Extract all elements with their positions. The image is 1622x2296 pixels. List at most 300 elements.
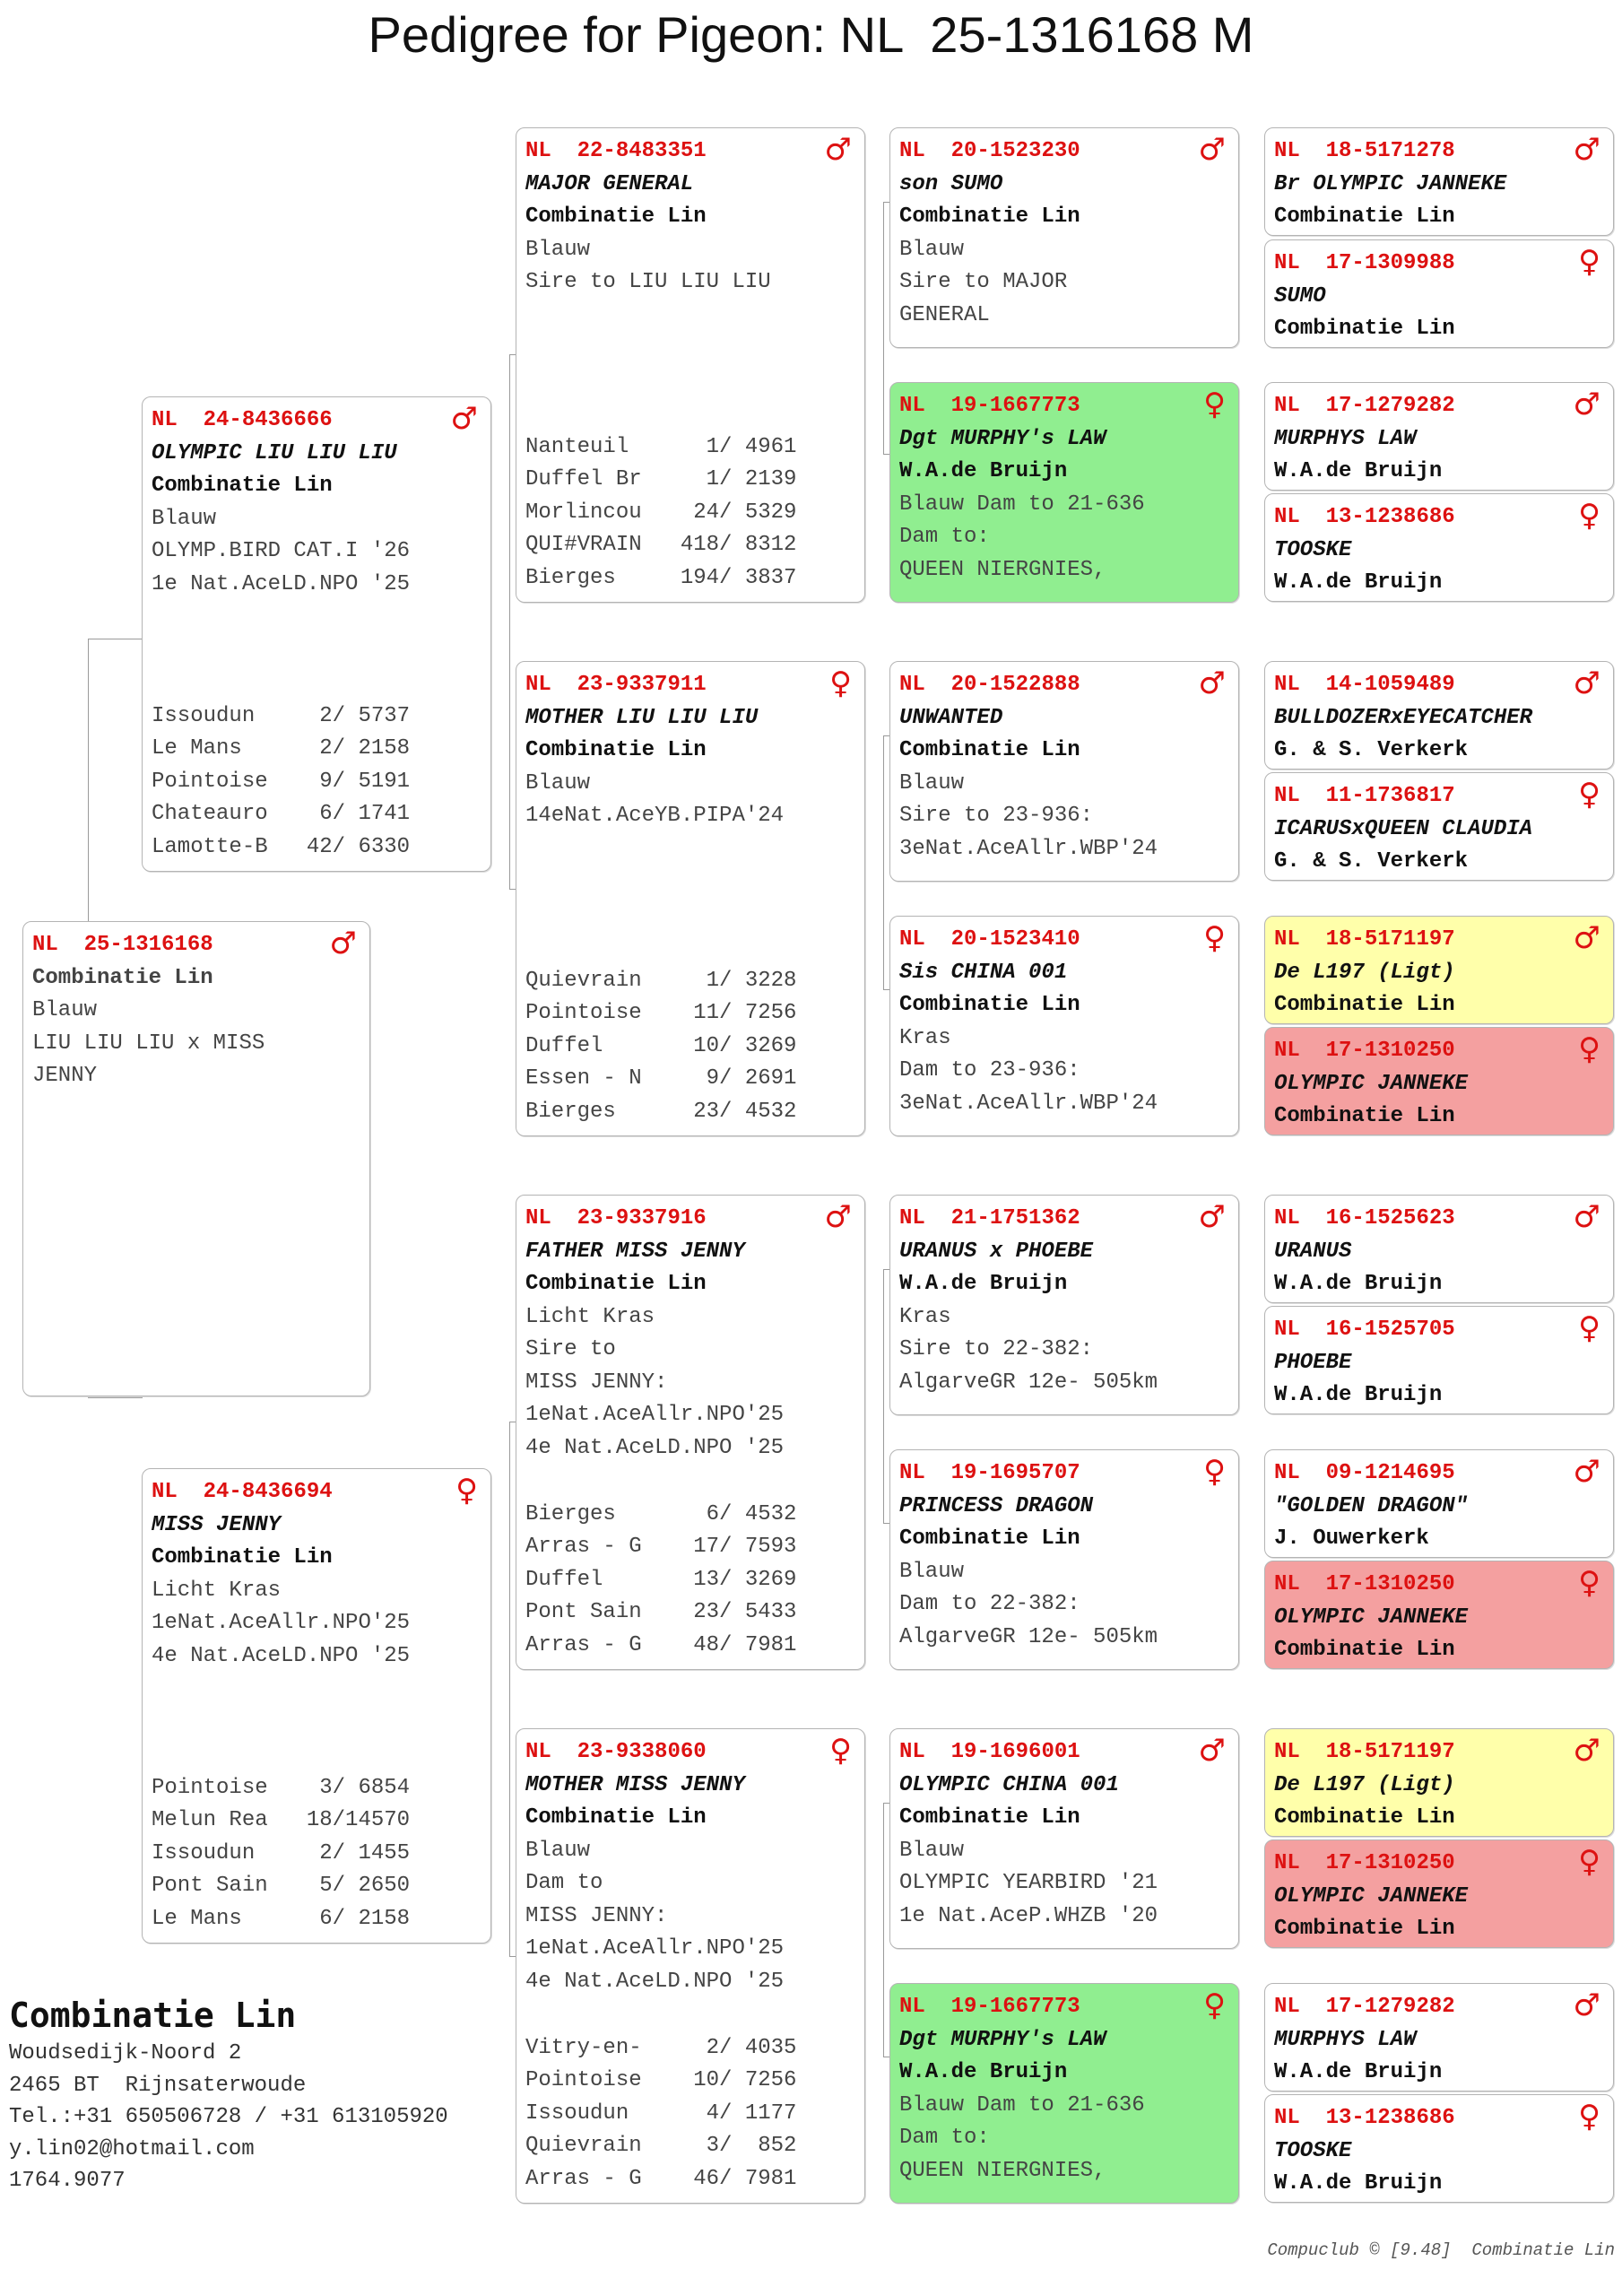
race-result: Lamotte-B 42/ 6330 <box>152 834 411 859</box>
pigeon-card-dsd <box>889 1449 1239 1670</box>
pigeon-name: TOOSKE <box>1274 537 1352 562</box>
breeder-address: Woudsedijk-Noord 2 <box>9 2041 242 2066</box>
pigeon-name: De L197 (Ligt) <box>1274 960 1455 985</box>
race-result: Duffel Br 1/ 2139 <box>525 467 797 491</box>
country-code: NL <box>1274 1995 1300 2019</box>
pigeon-name: PHOEBE <box>1274 1350 1352 1375</box>
pigeon-card-g9 <box>1264 1195 1614 1303</box>
pigeon-info-line: AlgarveGR 12e- 505km <box>899 1624 1158 1649</box>
male-symbol-icon: ♂ <box>1198 665 1226 701</box>
country-code: NL <box>1274 1318 1300 1342</box>
pigeon-name: OLYMPIC LIU LIU LIU <box>152 440 397 465</box>
pigeon-info-line: 4e Nat.AceLD.NPO '25 <box>525 1435 785 1460</box>
pigeon-owner: Combinatie Lin <box>1274 317 1455 341</box>
pigeon-owner: Combinatie Lin <box>525 1272 707 1296</box>
race-result: Pointoise 3/ 6854 <box>152 1775 411 1800</box>
pigeon-owner: Combinatie Lin <box>1274 993 1455 1017</box>
pigeon-name: De L197 (Ligt) <box>1274 1772 1455 1797</box>
female-symbol-icon: ♀ <box>455 1473 478 1509</box>
pigeon-name: OLYMPIC JANNEKE <box>1274 1605 1469 1630</box>
country-code: NL <box>1274 1851 1300 1875</box>
pigeon-head <box>1274 1733 1604 1770</box>
female-symbol-icon: ♀ <box>1578 2099 1600 2135</box>
pigeon-owner: Combinatie Lin <box>1274 1917 1455 1941</box>
breeder-postcode: 2465 BT Rijnsaterwoude <box>9 2073 307 2098</box>
pigeon-name: SUMO <box>1274 283 1326 309</box>
ring-number: 19-1667773 <box>950 1995 1080 2019</box>
pigeon-owner: Combinatie Lin <box>899 204 1080 229</box>
female-symbol-icon: ♀ <box>1578 1565 1600 1601</box>
race-result: Nanteuil 1/ 4961 <box>525 434 797 459</box>
pigeon-card-g7 <box>1264 916 1614 1024</box>
pigeon-info-line: Kras <box>899 1025 951 1050</box>
country-code: NL <box>899 1206 925 1231</box>
pigeon-name: OLYMPIC JANNEKE <box>1274 1071 1469 1096</box>
male-symbol-icon: ♂ <box>1573 387 1600 422</box>
pigeon-info-line: Licht Kras <box>152 1578 282 1603</box>
pigeon-head <box>899 665 1229 702</box>
race-results <box>525 431 796 596</box>
race-result: Chateauro 6/ 1741 <box>152 802 411 826</box>
pigeon-card-ss <box>516 127 865 603</box>
pigeon-owner: Combinatie Lin <box>1274 204 1455 229</box>
male-symbol-icon: ♂ <box>1198 1199 1226 1235</box>
female-symbol-icon: ♀ <box>1578 777 1600 813</box>
ring-number: 13-1238686 <box>1325 2106 1455 2130</box>
pigeon-owner: Combinatie Lin <box>525 1805 707 1830</box>
pigeon-owner: Combinatie Lin <box>525 204 707 229</box>
pigeon-head <box>525 132 855 169</box>
pigeon-card-g14 <box>1264 1839 1614 1948</box>
pigeon-info-line: Sire to <box>525 1337 616 1361</box>
pigeon-info-line: JENNY <box>32 1064 98 1088</box>
country-code: NL <box>32 933 58 957</box>
ring-number: 20-1523230 <box>950 139 1080 163</box>
pigeon-head <box>152 401 481 438</box>
race-result: Bierges 6/ 4532 <box>525 1501 797 1526</box>
country-code: NL <box>1274 505 1300 529</box>
pigeon-owner: Combinatie Lin <box>1274 1638 1455 1662</box>
pigeon-head <box>1274 387 1604 423</box>
pigeon-info-line: QUEEN NIERGNIES, <box>899 2158 1106 2183</box>
pigeon-owner: Combinatie Lin <box>899 738 1080 762</box>
pigeon-owner: Combinatie Lin <box>1274 1104 1455 1128</box>
country-code: NL <box>1274 1039 1300 1063</box>
pigeon-head <box>1274 498 1604 535</box>
pigeon-name: MOTHER LIU LIU LIU <box>525 705 759 730</box>
pigeon-info-line: Blauw <box>525 770 591 796</box>
country-code: NL <box>899 1740 925 1764</box>
pigeon-owner: Combinatie Lin <box>152 1545 333 1570</box>
pigeon-card-sss <box>889 127 1239 348</box>
pigeon-info-line: 1e Nat.AceP.WHZB '20 <box>899 1903 1158 1928</box>
male-symbol-icon: ♂ <box>1573 665 1600 701</box>
pigeon-name: MURPHYS LAW <box>1274 426 1417 451</box>
male-symbol-icon: ♂ <box>1198 132 1226 168</box>
breeder-email: y.lin02@hotmail.com <box>9 2136 255 2161</box>
pigeon-info-line: LIU LIU LIU x MISS <box>32 1031 265 1056</box>
pigeon-owner: W.A.de Bruijn <box>1274 570 1443 595</box>
pigeon-card-g10 <box>1264 1306 1614 1414</box>
pigeon-owner: J. Ouwerkerk <box>1274 1526 1429 1551</box>
pigeon-name: UNWANTED <box>899 705 1003 730</box>
male-symbol-icon: ♂ <box>329 926 357 961</box>
page-title: Pedigree for Pigeon: NL 25-1316168 M <box>368 6 1254 63</box>
race-result: Pointoise 10/ 7256 <box>525 2068 797 2092</box>
ring-number: 17-1310250 <box>1325 1039 1455 1063</box>
pigeon-info-line: 3eNat.AceAllr.WBP'24 <box>899 1091 1158 1116</box>
country-code: NL <box>1274 673 1300 697</box>
ring-number: 20-1522888 <box>950 673 1080 697</box>
pigeon-info-line: 3eNat.AceAllr.WBP'24 <box>899 836 1158 861</box>
ring-number: 17-1310250 <box>1325 1851 1455 1875</box>
pigeon-name: URANUS <box>1274 1239 1352 1264</box>
pigeon-info-line: Blauw Dam to 21-636 <box>899 2092 1145 2118</box>
pigeon-info-line: Dam to 22-382: <box>899 1592 1080 1616</box>
pigeon-owner: W.A.de Bruijn <box>1274 2060 1443 2084</box>
country-code: NL <box>1274 1740 1300 1764</box>
pigeon-info-line: 4e Nat.AceLD.NPO '25 <box>525 1969 785 1994</box>
country-code: NL <box>899 1995 925 2019</box>
female-symbol-icon: ♀ <box>1578 244 1600 280</box>
pigeon-info-line: Combinatie Lin <box>32 965 213 990</box>
pigeon-info-line: 4e Nat.AceLD.NPO '25 <box>152 1643 411 1668</box>
pigeon-info-line: 1eNat.AceAllr.NPO'25 <box>525 1403 785 1427</box>
male-symbol-icon: ♂ <box>1573 132 1600 168</box>
pigeon-head <box>899 132 1229 169</box>
male-symbol-icon: ♂ <box>824 132 852 168</box>
pigeon-info-line: Dam to <box>525 1871 603 1895</box>
pigeon-head <box>899 1733 1229 1770</box>
country-code: NL <box>899 927 925 952</box>
pigeon-head <box>1274 1310 1604 1347</box>
female-symbol-icon: ♀ <box>1203 1987 1226 2023</box>
ring-number: 19-1667773 <box>950 394 1080 418</box>
pigeon-name: son SUMO <box>899 171 1003 196</box>
country-code: NL <box>899 1461 925 1485</box>
pigeon-name: Dgt MURPHY's LAW <box>899 2027 1106 2052</box>
pigeon-owner: Combinatie Lin <box>899 1805 1080 1830</box>
pigeon-card-sire <box>142 396 491 872</box>
pigeon-info-line: Kras <box>899 1304 951 1329</box>
race-result: Pointoise 11/ 7256 <box>525 1001 797 1025</box>
race-results <box>525 965 796 1129</box>
ring-number: 23-9337911 <box>577 673 707 697</box>
pigeon-info-line: MISS JENNY: <box>525 1903 668 1928</box>
race-result: Vitry-en- 2/ 4035 <box>525 2035 797 2060</box>
pigeon-name: Dgt MURPHY's LAW <box>899 426 1106 451</box>
race-result: Duffel 10/ 3269 <box>525 1033 797 1058</box>
country-code: NL <box>1274 927 1300 952</box>
ring-number: 18-5171197 <box>1325 927 1455 952</box>
pigeon-card-ssd <box>889 382 1239 603</box>
ring-number: 16-1525705 <box>1325 1318 1455 1342</box>
race-result: Pont Sain 23/ 5433 <box>525 1600 797 1624</box>
pigeon-owner: G. & S. Verkerk <box>1274 849 1469 874</box>
female-symbol-icon: ♀ <box>829 665 852 701</box>
pigeon-card-g15 <box>1264 1983 1614 2092</box>
country-code: NL <box>152 408 178 432</box>
pigeon-card-sd <box>516 661 865 1136</box>
pigeon-info-line: 14eNat.AceYB.PIPA'24 <box>525 804 785 828</box>
country-code: NL <box>1274 139 1300 163</box>
country-code: NL <box>525 673 551 697</box>
race-result: Arras - G 46/ 7981 <box>525 2166 797 2191</box>
ring-number: 17-1279282 <box>1325 394 1455 418</box>
ring-number: 19-1695707 <box>950 1461 1080 1485</box>
race-result: QUI#VRAIN 418/ 8312 <box>525 533 797 557</box>
ring-number: 21-1751362 <box>950 1206 1080 1231</box>
pigeon-name: BULLDOZERxEYECATCHER <box>1274 705 1533 730</box>
country-code: NL <box>1274 1206 1300 1231</box>
country-code: NL <box>899 394 925 418</box>
breeder-info <box>9 1993 448 2197</box>
country-code: NL <box>1274 251 1300 275</box>
pigeon-head <box>525 1199 855 1236</box>
pigeon-info-line: Blauw <box>525 237 591 262</box>
pigeon-head <box>1274 1199 1604 1236</box>
ring-number: 23-9337916 <box>577 1206 707 1231</box>
pigeon-info-line: Dam to: <box>899 2126 990 2150</box>
pigeon-card-sds <box>889 661 1239 882</box>
pigeon-info-line: Sire to LIU LIU LIU <box>525 270 771 294</box>
ring-number: 19-1696001 <box>950 1740 1080 1764</box>
ring-number: 24-8436666 <box>203 408 333 432</box>
pigeon-owner: W.A.de Bruijn <box>1274 1383 1443 1407</box>
pigeon-head <box>1274 920 1604 957</box>
pigeon-info-line: Blauw <box>152 506 217 531</box>
pigeon-owner: W.A.de Bruijn <box>899 459 1068 483</box>
pigeon-head <box>32 926 360 962</box>
race-result: Arras - G 17/ 7593 <box>525 1535 797 1559</box>
race-result: Issoudun 2/ 1455 <box>152 1840 411 1866</box>
pigeon-head <box>525 1733 855 1770</box>
race-result: Bierges 23/ 4532 <box>525 1099 797 1124</box>
female-symbol-icon: ♀ <box>1578 1844 1600 1880</box>
pigeon-head <box>899 920 1229 957</box>
pigeon-owner: W.A.de Bruijn <box>1274 2171 1443 2196</box>
pigeon-name: OLYMPIC JANNEKE <box>1274 1883 1469 1909</box>
pigeon-card-ddd <box>889 1983 1239 2204</box>
country-code: NL <box>1274 784 1300 808</box>
ring-number: 22-8483351 <box>577 139 707 163</box>
pigeon-owner: Combinatie Lin <box>1274 1805 1455 1830</box>
pigeon-info-line: 1e Nat.AceLD.NPO '25 <box>152 571 411 596</box>
country-code: NL <box>525 139 551 163</box>
race-result: Le Mans 6/ 2158 <box>152 1906 411 1931</box>
pigeon-head <box>525 665 855 702</box>
pigeon-head <box>1274 777 1604 813</box>
male-symbol-icon: ♂ <box>1573 1454 1600 1490</box>
male-symbol-icon: ♂ <box>1573 1199 1600 1235</box>
pigeon-info-line: 1eNat.AceAllr.NPO'25 <box>152 1611 411 1635</box>
breeder-phone: Tel.:+31 650506728 / +31 613105920 <box>9 2105 448 2129</box>
pigeon-info-line: OLYMP.BIRD CAT.I '26 <box>152 539 411 563</box>
pigeon-name: MOTHER MISS JENNY <box>525 1772 745 1797</box>
pigeon-card-dd <box>516 1728 865 2204</box>
pigeon-info-line: Sire to MAJOR <box>899 270 1068 294</box>
pigeon-name: Sis CHINA 001 <box>899 960 1068 985</box>
female-symbol-icon: ♀ <box>1203 920 1226 956</box>
pigeon-card-g2 <box>1264 239 1614 348</box>
pigeon-info-line: OLYMPIC YEARBIRD '21 <box>899 1871 1158 1895</box>
pigeon-info-line: Blauw <box>32 998 98 1022</box>
race-result: Duffel 13/ 3269 <box>525 1567 797 1592</box>
pigeon-head <box>1274 665 1604 702</box>
ring-number: 24-8436694 <box>203 1480 333 1504</box>
female-symbol-icon: ♀ <box>829 1733 852 1769</box>
male-symbol-icon: ♂ <box>1573 1987 1600 2023</box>
pigeon-name: TOOSKE <box>1274 2138 1352 2163</box>
pigeon-head <box>899 1987 1229 2024</box>
pigeon-owner: Combinatie Lin <box>152 474 333 498</box>
pigeon-name: MISS JENNY <box>152 1512 282 1537</box>
pigeon-name: "GOLDEN DRAGON" <box>1274 1493 1469 1518</box>
pigeon-head <box>1274 1031 1604 1068</box>
pigeon-head <box>1274 244 1604 281</box>
male-symbol-icon: ♂ <box>824 1199 852 1235</box>
pigeon-info-line: Dam to 23-936: <box>899 1058 1080 1083</box>
pigeon-card-g16 <box>1264 2094 1614 2203</box>
race-result: Pointoise 9/ 5191 <box>152 769 411 794</box>
country-code: NL <box>1274 1572 1300 1596</box>
race-results <box>525 2032 796 2196</box>
race-result: Quievrain 1/ 3228 <box>525 968 797 993</box>
pigeon-head <box>899 1199 1229 1236</box>
country-code: NL <box>899 139 925 163</box>
pigeon-name: MURPHYS LAW <box>1274 2027 1417 2052</box>
breeder-number: 1764.9077 <box>9 2169 126 2193</box>
pigeon-owner: Combinatie Lin <box>525 738 707 762</box>
pigeon-info-line: Blauw <box>899 1838 965 1863</box>
pigeon-card-g8 <box>1264 1027 1614 1135</box>
pigeon-name: URANUS x PHOEBE <box>899 1239 1094 1264</box>
country-code: NL <box>899 673 925 697</box>
pigeon-info-line: Sire to 22-382: <box>899 1337 1094 1361</box>
pigeon-head <box>1274 2099 1604 2135</box>
pigeon-card-g6 <box>1264 772 1614 881</box>
ring-number: 11-1736817 <box>1325 784 1455 808</box>
pigeon-owner: W.A.de Bruijn <box>899 1272 1068 1296</box>
female-symbol-icon: ♀ <box>1578 1031 1600 1067</box>
race-result: Quievrain 3/ 852 <box>525 2134 797 2158</box>
race-result: Essen - N 9/ 2691 <box>525 1066 797 1091</box>
country-code: NL <box>1274 2106 1300 2130</box>
pigeon-card-g1 <box>1264 127 1614 236</box>
copyright: Compuclub © [9.48] Combinatie Lin <box>1267 2240 1615 2260</box>
race-result: Issoudun 2/ 5737 <box>152 703 411 728</box>
pigeon-head <box>152 1473 481 1509</box>
ring-number: 25-1316168 <box>83 933 213 957</box>
pigeon-info-line: Sire to 23-936: <box>899 804 1094 828</box>
race-results <box>152 1772 410 1936</box>
breeder-name: Combinatie Lin <box>9 1996 297 2035</box>
pigeon-owner: Combinatie Lin <box>899 1526 1080 1551</box>
pigeon-info-line: 1eNat.AceAllr.NPO'25 <box>525 1936 785 1961</box>
pigeon-info-line: QUEEN NIERGNIES, <box>899 557 1106 582</box>
ring-number: 18-5171278 <box>1325 139 1455 163</box>
pigeon-head <box>1274 1454 1604 1491</box>
pigeon-head <box>899 387 1229 423</box>
race-result: Le Mans 2/ 2158 <box>152 736 411 761</box>
ring-number: 09-1214695 <box>1325 1461 1455 1485</box>
female-symbol-icon: ♀ <box>1203 1454 1226 1490</box>
pigeon-card-sdd <box>889 916 1239 1136</box>
pigeon-info-line: Licht Kras <box>525 1304 655 1329</box>
ring-number: 17-1310250 <box>1325 1572 1455 1596</box>
pigeon-name: ICARUSxQUEEN CLAUDIA <box>1274 816 1533 841</box>
pigeon-owner: G. & S. Verkerk <box>1274 738 1469 762</box>
pigeon-head <box>1274 132 1604 169</box>
race-result: Pont Sain 5/ 2650 <box>152 1874 411 1898</box>
pigeon-card-root <box>22 921 370 1396</box>
pigeon-head <box>899 1454 1229 1491</box>
pigeon-owner: W.A.de Bruijn <box>1274 1272 1443 1296</box>
race-result: Issoudun 4/ 1177 <box>525 2100 797 2126</box>
pigeon-card-g11 <box>1264 1449 1614 1558</box>
female-symbol-icon: ♀ <box>1578 1310 1600 1346</box>
pigeon-info-line: Dam to: <box>899 525 990 549</box>
pigeon-card-g4 <box>1264 493 1614 602</box>
pigeon-head <box>1274 1844 1604 1881</box>
pigeon-card-dss <box>889 1195 1239 1415</box>
pigeon-info-line: Blauw <box>899 1559 965 1584</box>
ring-number: 18-5171197 <box>1325 1740 1455 1764</box>
pigeon-card-g12 <box>1264 1561 1614 1669</box>
race-result: Morlincou 24/ 5329 <box>525 500 797 525</box>
pigeon-name: MAJOR GENERAL <box>525 171 694 196</box>
country-code: NL <box>1274 1461 1300 1485</box>
male-symbol-icon: ♂ <box>1573 920 1600 956</box>
pigeon-head <box>1274 1565 1604 1602</box>
pigeon-card-ds <box>516 1195 865 1670</box>
pigeon-name: FATHER MISS JENNY <box>525 1239 745 1264</box>
pigeon-name: OLYMPIC CHINA 001 <box>899 1772 1119 1797</box>
pigeon-info-line: GENERAL <box>899 302 990 327</box>
country-code: NL <box>1274 394 1300 418</box>
pigeon-info-line: Blauw <box>899 770 965 796</box>
race-result: Arras - G 48/ 7981 <box>525 1632 797 1657</box>
ring-number: 23-9338060 <box>577 1740 707 1764</box>
pigeon-info-line: AlgarveGR 12e- 505km <box>899 1370 1158 1395</box>
country-code: NL <box>152 1480 178 1504</box>
ring-number: 16-1525623 <box>1325 1206 1455 1231</box>
pigeon-owner: Combinatie Lin <box>899 993 1080 1017</box>
race-result: Melun Rea 18/14570 <box>152 1808 411 1832</box>
pigeon-card-g13 <box>1264 1728 1614 1837</box>
race-result: Bierges 194/ 3837 <box>525 565 797 590</box>
male-symbol-icon: ♂ <box>1198 1733 1226 1769</box>
pigeon-card-dam <box>142 1468 491 1944</box>
pigeon-name: Br OLYMPIC JANNEKE <box>1274 171 1507 196</box>
pigeon-card-dds <box>889 1728 1239 1949</box>
pigeon-card-g5 <box>1264 661 1614 770</box>
ring-number: 14-1059489 <box>1325 673 1455 697</box>
pigeon-info-line: Blauw Dam to 21-636 <box>899 491 1145 517</box>
ring-number: 13-1238686 <box>1325 505 1455 529</box>
country-code: NL <box>525 1740 551 1764</box>
pigeon-owner: W.A.de Bruijn <box>1274 459 1443 483</box>
race-results <box>525 1499 796 1663</box>
ring-number: 17-1279282 <box>1325 1995 1455 2019</box>
ring-number: 20-1523410 <box>950 927 1080 952</box>
ring-number: 17-1309988 <box>1325 251 1455 275</box>
female-symbol-icon: ♀ <box>1578 498 1600 534</box>
pigeon-info-line: Blauw <box>899 237 965 262</box>
pigeon-card-g3 <box>1264 382 1614 491</box>
pigeon-name: PRINCESS DRAGON <box>899 1493 1094 1518</box>
female-symbol-icon: ♀ <box>1203 387 1226 422</box>
